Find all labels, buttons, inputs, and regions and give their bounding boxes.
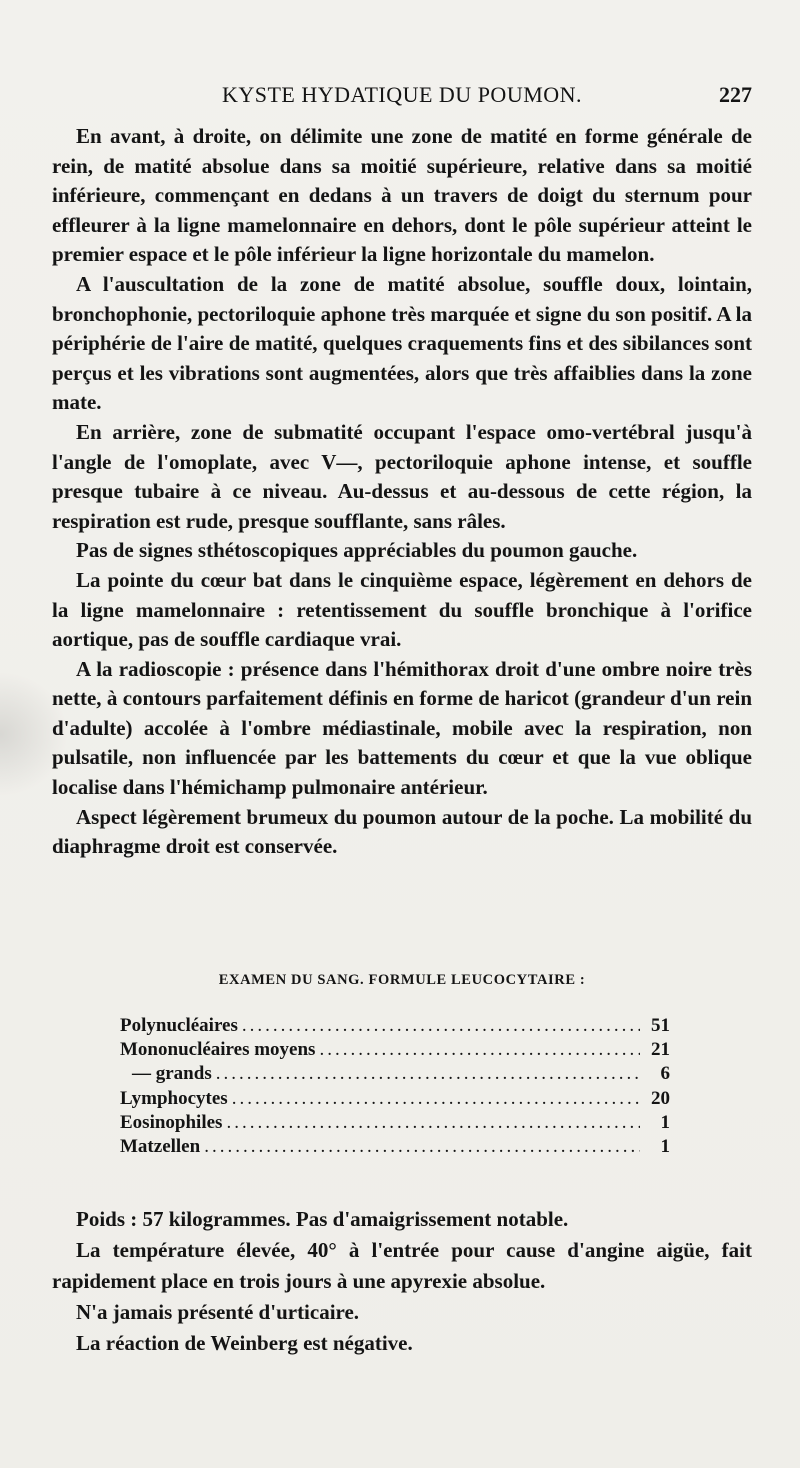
formula-label: Mononucléaires moyens [120, 1039, 316, 1061]
paragraph: Aspect légèrement brumeux du poumon autour de la poche. La mobilité du diaphragme droit est conservée. [52, 804, 752, 859]
formula-value: 1 [660, 1111, 670, 1133]
list-item [120, 1112, 670, 1136]
paragraph: N'a jamais présenté d'urticaire. [76, 1300, 360, 1324]
formula-value: 6 [660, 1063, 670, 1085]
formula-label: Lymphocytes [120, 1087, 228, 1109]
formula-label: Polynucléaires [120, 1015, 238, 1036]
dot-leader [232, 1088, 640, 1110]
dot-leader [204, 1136, 640, 1158]
list-item [120, 1063, 670, 1087]
formula-label: Matzellen [120, 1135, 201, 1157]
paragraph: A la radioscopie : présence dans l'hémithorax droit d'une ombre noire très nette, à contours parfaitement définis en forme de haricot (grandeur d'un rein d'adulte) accolée à l'ombre médiastinale, mobile avec la respiration, non pulsatile, non influencée par les battements du cœur et que la vue oblique localise dans l'hémichamp pulmonaire antérieur. [52, 656, 752, 800]
list-item [120, 1088, 670, 1112]
dot-leader [319, 1039, 640, 1061]
running-title: KYSTE HYDATIQUE DU POUMON. [221, 82, 583, 107]
paragraph: La réaction de Weinberg est négative. [76, 1331, 413, 1355]
closing-text [52, 1204, 752, 1359]
formula-label: — grands [132, 1063, 212, 1085]
blood-exam-title: EXAMEN DU SANG. FORMULE LEUCOCYTAIRE : [218, 972, 586, 988]
paragraph: A l'auscultation de la zone de matité absolue, souffle doux, lointain, bronchophonie, pectoriloquie aphone très marquée et signe du son positif. A la périphérie de l'aire de matité, quelques craquements fins et des sibilances sont perçus et les vibrations sont augmentées, alors que très affaiblies dans la zone mate. [52, 271, 752, 415]
body-text [52, 122, 752, 862]
paragraph: Poids : 57 kilogrammes. Pas d'amaigrissement notable. [76, 1207, 569, 1231]
dot-leader [216, 1063, 640, 1085]
dot-leader [242, 1015, 640, 1037]
dot-leader [226, 1112, 640, 1134]
paragraph: La température élevée, 40° à l'entrée pour cause d'angine aigüe, fait rapidement place en trois jours à une apyrexie absolue. [52, 1238, 752, 1293]
formula-value: 1 [660, 1135, 670, 1157]
list-item [120, 1136, 670, 1160]
paragraph: En arrière, zone de submatité occupant l'espace omo-vertébral jusqu'à l'angle de l'omoplate, avec V—, pectoriloquie aphone intense, et souffle presque tubaire à ce niveau. Au-dessus et au-dessous de cette région, la respiration est rude, presque soufflante, sans râles. [52, 419, 752, 533]
list-item [120, 1015, 670, 1039]
page-header [52, 82, 752, 110]
list-item [120, 1039, 670, 1063]
formula-value: 20 [651, 1087, 670, 1109]
formula-value: 21 [651, 1039, 670, 1061]
formula-value: 51 [651, 1015, 670, 1036]
paragraph: Pas de signes sthétoscopiques appréciables du poumon gauche. [76, 538, 638, 563]
paragraph: La pointe du cœur bat dans le cinquième espace, légèrement en dehors de la ligne mamelonnaire : retentissement du souffle bronchique à l'orifice aortique, pas de souffle cardiaque vrai. [52, 567, 752, 652]
leukocyte-formula-list [120, 1015, 670, 1160]
formula-label: Eosinophiles [120, 1111, 223, 1133]
page-number: 227 [719, 82, 752, 107]
paragraph: En avant, à droite, on délimite une zone de matité en forme générale de rein, de matité absolue dans sa moitié supérieure, relative dans sa moitié inférieure, commençant en dedans à un travers de doigt du sternum pour effleurer à la ligne mamelonnaire en dehors, dont le pôle supérieur atteint le premier espace et le pôle inférieur la ligne horizontale du mamelon. [52, 124, 752, 267]
